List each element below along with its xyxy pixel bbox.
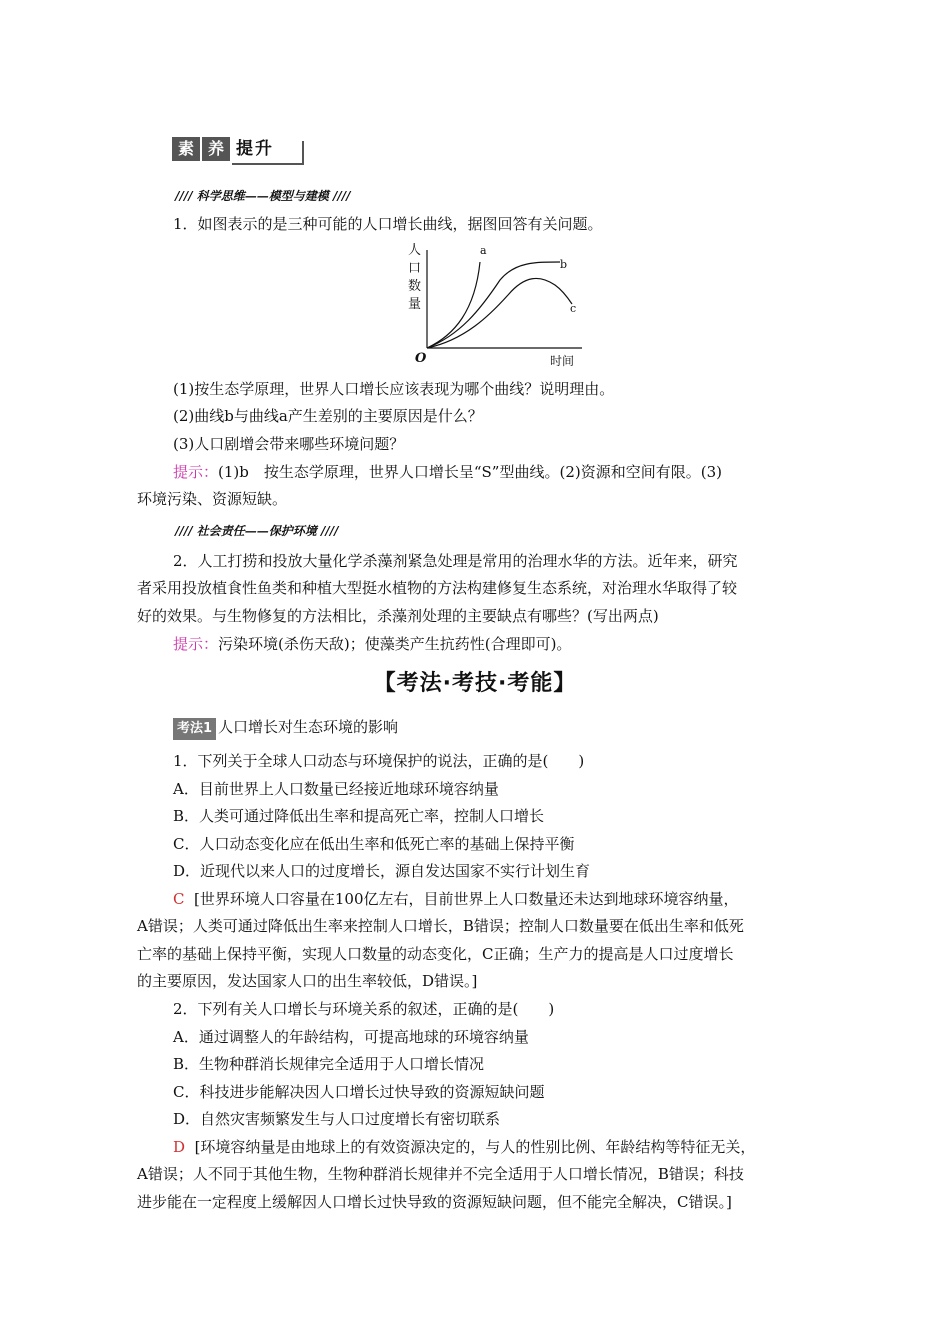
ylabel-char-3: 数 [408,279,422,294]
hint-label: 提示： [173,635,219,653]
hint-1-line-2: 环境污染、资源短缺。 [137,490,288,508]
ylabel-char-4: 量 [408,297,422,312]
origin-label: O [415,351,427,366]
curve-a [427,262,480,348]
hint-2: 提示：污染环境(杀伤天敌)；使藻类产生抗药性(合理即可)。 [173,635,572,653]
sub-question-2: (2)曲线b与曲线a产生差别的主要原因是什么？ [173,407,483,425]
mc-q1-answer: C [173,890,185,908]
population-growth-figure [400,240,600,370]
section-title-responsibility: //// 社会责任——保护环境 //// [175,524,339,538]
banner-char-1: 素 [172,137,200,161]
mc-q2-option-c: C．科技进步能解决因人口增长过快导致的资源短缺问题 [173,1083,545,1101]
curve-c [427,278,572,348]
ylabel-char-2: 口 [408,261,422,276]
mc-q2-answer: D [173,1138,186,1156]
xlabel: 时间 [550,354,575,368]
question-2-line-1: 2．人工打捞和投放大量化学杀藻剂紧急处理是常用的治理水华的方法。近年来，研究 [173,552,738,570]
section-banner [172,136,304,164]
mc-q1-explain-line-2: A错误；人类可通过降低出生率来控制人口增长，B错误；控制人口数量要在低出生率和低死 [137,917,744,935]
mc-q1-explain-line-4: 的主要原因，发达国家人口的出生率较低，D错误。] [137,972,478,990]
curve-b-label: b [560,258,568,271]
mc-q1-option-b: B．人类可通过降低出生率和提高死亡率，控制人口增长 [173,807,545,825]
mc-question-2-stem: 2．下列有关人口增长与环境关系的叙述，正确的是( ) [173,1000,555,1018]
banner-rest: 提升 [236,139,274,159]
section-title-thinking: //// 科学思维——模型与建模 //// [175,189,351,203]
mc-question-1-stem: 1．下列关于全球人口动态与环境保护的说法，正确的是( ) [173,752,585,770]
mc-q2-explain-line-1: D [环境容纳量是由地球上的有效资源决定的，与人的性别比例、年龄结构等特征无关， [173,1138,756,1156]
mc-q1-option-a: A．目前世界上人口数量已经接近地球环境容纳量 [173,780,499,798]
mc-q2-option-a: A．通过调整人的年龄结构，可提高地球的环境容纳量 [173,1028,529,1046]
question-1-text: 1．如图表示的是三种可能的人口增长曲线，据图回答有关问题。 [173,215,603,233]
method-tag [173,716,398,738]
question-2-line-2: 者采用投放植食性鱼类和种植大型挺水植物的方法构建修复生态系统，对治理水华取得了较 [137,579,738,597]
hint-label: 提示： [173,463,219,481]
mc-q2-option-b: B．生物种群消长规律完全适用于人口增长情况 [173,1055,485,1073]
method-title: 人口增长对生态环境的影响 [218,718,399,736]
mc-q2-explain-line-2: A错误；人不同于其他生物，生物种群消长规律并不完全适用于人口增长情况，B错误；科技 [137,1165,744,1183]
ylabel-char-1: 人 [408,243,422,258]
slash-decoration: //// [175,189,197,203]
mc-q1-option-c: C．人口动态变化应在低出生率和低死亡率的基础上保持平衡 [173,835,575,853]
mc-q1-explain-line-3: 亡率的基础上保持平衡，实现人口数量的动态变化，C正确；生产力的提高是人口过度增长 [137,945,734,963]
mc-q2-option-d: D．自然灾害频繁发生与人口过度增长有密切联系 [173,1110,501,1128]
question-2-line-3: 好的效果。与生物修复的方法相比，杀藻剂处理的主要缺点有哪些？(写出两点) [137,607,659,625]
sub-question-3: (3)人口剧增会带来哪些环境问题？ [173,435,405,453]
mc-q2-explain-line-3: 进步能在一定程度上缓解因人口增长过快导致的资源短缺问题，但不能完全解决，C错误。] [137,1193,732,1211]
curve-a-label: a [480,244,487,257]
curve-c-label: c [570,302,577,315]
main-heading: 【考法·考技·考能】 [373,671,577,696]
mc-q1-option-d: D．近现代以来人口的过度增长，源自发达国家不实行计划生育 [173,862,591,880]
banner-char-2: 养 [202,137,230,161]
mc-q1-explain-line-1: C [世界环境人口容量在100亿左右，目前世界上人口数量还未达到地球环境容纳量， [173,890,739,908]
hint-1-line-1: 提示：(1)b 按生态学原理，世界人口增长呈“S”型曲线。(2)资源和空间有限。(3) [173,463,722,481]
method-tag-box: 考法1 [173,718,216,740]
sub-question-1: (1)按生态学原理，世界人口增长应该表现为哪个曲线？说明理由。 [173,380,615,398]
